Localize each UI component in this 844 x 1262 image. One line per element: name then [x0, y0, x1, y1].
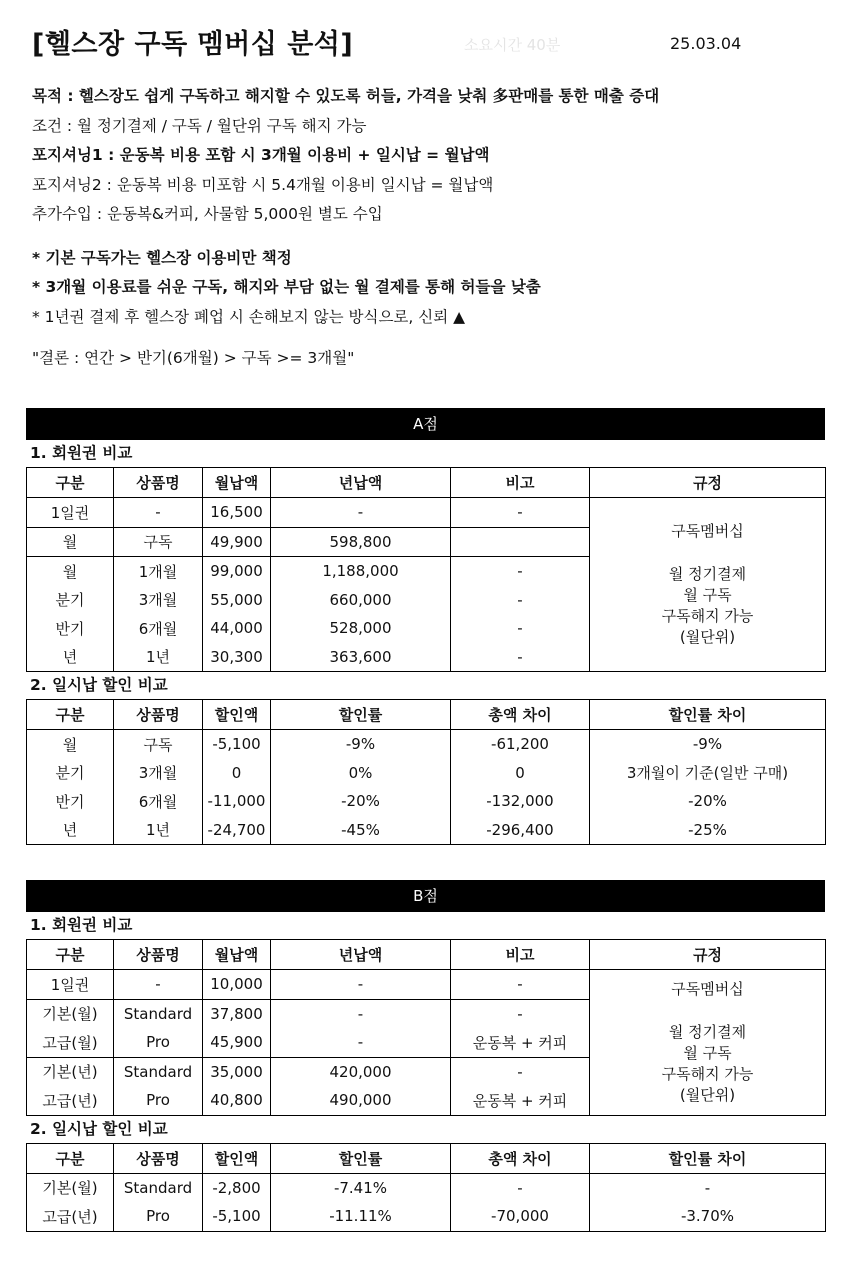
table-cell: - [451, 1173, 590, 1202]
table-cell: -20% [590, 787, 826, 816]
table-cell: 10,000 [203, 970, 271, 1000]
table-cell: Standard [114, 1057, 203, 1086]
rule-cancel: 구독해지 가능 [661, 607, 754, 625]
table-cell: - [451, 586, 590, 615]
header-cell: 상품명 [114, 468, 203, 498]
table-cell: 0% [271, 759, 451, 788]
table-cell: Standard [114, 1173, 203, 1202]
header-cell: 규정 [590, 468, 826, 498]
table-cell: -296,400 [451, 816, 590, 845]
table-cell: 구독 [114, 730, 203, 759]
note3-line: * 1년권 결제 후 헬스장 폐업 시 손해보지 않는 방식으로, 신뢰 ▲ [32, 307, 466, 326]
table-cell: - [451, 1057, 590, 1086]
table-cell: 3개월 [114, 586, 203, 615]
intro-section [32, 82, 822, 374]
table-cell: 1일권 [27, 498, 114, 528]
header-cell: 비고 [451, 468, 590, 498]
header-cell: 할인액 [203, 1143, 271, 1173]
table-cell: - [271, 1028, 451, 1057]
header-cell: 할인률 차이 [590, 1143, 826, 1173]
table-cell: - [451, 614, 590, 643]
header-cell: 규정 [590, 940, 826, 970]
extra-income-line: 추가수입 : 운동복&커피, 사물함 5,000원 별도 수입 [32, 205, 383, 223]
table-cell: 55,000 [203, 586, 271, 615]
header-cell: 상품명 [114, 700, 203, 730]
table-header-row [27, 700, 826, 730]
store-a-membership-table [26, 467, 826, 672]
table-row [27, 970, 826, 1000]
table-cell: 598,800 [271, 527, 451, 557]
table-cell: 1일권 [27, 970, 114, 1000]
store-b-membership-title: 1. 회원권 비교 [30, 916, 133, 934]
table-cell: - [590, 1173, 826, 1202]
rule-cancel: 구독해지 가능 [661, 1064, 754, 1083]
table-cell: Pro [114, 1086, 203, 1115]
table-cell: Standard [114, 999, 203, 1028]
table-cell: 45,900 [203, 1028, 271, 1057]
table-cell: 30,300 [203, 643, 271, 672]
table-cell: 1년 [114, 816, 203, 845]
table-cell: 분기 [27, 586, 114, 615]
table-cell: 528,000 [271, 614, 451, 643]
header-cell: 할인률 차이 [590, 700, 826, 730]
table-row [27, 787, 826, 816]
table-cell: 49,900 [203, 527, 271, 557]
table-cell: 35,000 [203, 1057, 271, 1086]
table-cell: Pro [114, 1202, 203, 1231]
table-header-row [27, 940, 826, 970]
table-cell: 운동복 + 커피 [451, 1028, 590, 1057]
rule-monthly-subscription: 월 구독 [683, 586, 732, 604]
table-cell: 기본(년) [27, 1057, 114, 1086]
table-cell: 고급(년) [27, 1086, 114, 1115]
table-cell: -9% [271, 730, 451, 759]
table-cell: 363,600 [271, 643, 451, 672]
table-cell: 660,000 [271, 586, 451, 615]
table-cell: -2,800 [203, 1173, 271, 1202]
duration-label: 소요시간 40분 [464, 36, 561, 54]
table-cell: 분기 [27, 759, 114, 788]
store-b-membership-table [26, 939, 826, 1116]
document-date: 25.03.04 [670, 34, 742, 53]
table-cell: -5,100 [203, 1202, 271, 1231]
conclusion-line: "결론 : 연간 > 반기(6개월) > 구독 >= 3개월" [32, 349, 355, 367]
table-cell: 기본(월) [27, 1173, 114, 1202]
table-cell: -11,000 [203, 787, 271, 816]
header-cell: 상품명 [114, 940, 203, 970]
store-b-banner: B점 [26, 880, 825, 912]
table-cell: 고급(년) [27, 1202, 114, 1231]
positioning1-line: 포지셔닝1 : 운동복 비용 포함 시 3개월 이용비 + 일시납 = 월납액 [32, 146, 490, 164]
table-cell: -3.70% [590, 1202, 826, 1231]
header-cell: 비고 [451, 940, 590, 970]
store-a-discount-table [26, 699, 826, 845]
table-cell: -45% [271, 816, 451, 845]
table-cell: 1개월 [114, 557, 203, 586]
table-cell: -5,100 [203, 730, 271, 759]
table-row [27, 730, 826, 759]
table-cell: - [451, 557, 590, 586]
rule-membership: 구독멤버십 [671, 979, 744, 998]
condition-line: 조건 : 월 정기결제 / 구독 / 월단위 구독 해지 가능 [32, 116, 367, 135]
table-cell: 6개월 [114, 787, 203, 816]
rule-monthly-unit: (월단위) [679, 1085, 736, 1104]
store-a-section [26, 408, 825, 845]
table-cell: 99,000 [203, 557, 271, 586]
table-cell: 반기 [27, 787, 114, 816]
table-row [27, 759, 826, 788]
table-cell: 운동복 + 커피 [451, 1086, 590, 1115]
table-cell: 490,000 [271, 1086, 451, 1115]
table-cell: -25% [590, 816, 826, 845]
table-cell: -11.11% [271, 1202, 451, 1231]
table-cell: 반기 [27, 614, 114, 643]
table-cell: 월 [27, 527, 114, 557]
table-cell: 월 [27, 730, 114, 759]
table-cell: -70,000 [451, 1202, 590, 1231]
table-cell: -132,000 [451, 787, 590, 816]
header-cell: 할인액 [203, 700, 271, 730]
table-cell: - [271, 970, 451, 1000]
table-header-row [27, 468, 826, 498]
note2-line: * 3개월 이용료를 쉬운 구독, 해지와 부담 없는 월 결제를 통해 허들을 낮춤 [32, 278, 541, 296]
table-cell: 44,000 [203, 614, 271, 643]
note1-line: * 기본 구독가는 헬스장 이용비만 책정 [32, 248, 292, 267]
table-row [27, 816, 826, 845]
purpose-line: 목적 : 헬스장도 쉽게 구독하고 해지할 수 있도록 허들, 가격을 낮춰 多판매를 통한 매출 증대 [32, 87, 660, 105]
table-cell [451, 527, 590, 557]
table-cell: - [451, 999, 590, 1028]
store-b-discount-title: 2. 일시납 할인 비교 [30, 1119, 168, 1138]
table-row [27, 498, 826, 528]
document-header [32, 22, 812, 62]
rule-monthly-subscription: 월 구독 [683, 1043, 732, 1062]
table-header-row [27, 1143, 826, 1173]
table-cell: -24,700 [203, 816, 271, 845]
table-cell: 0 [451, 759, 590, 788]
table-cell: 1,188,000 [271, 557, 451, 586]
header-cell: 년납액 [271, 940, 451, 970]
table-cell: 구독 [114, 527, 203, 557]
table-cell: 기본(월) [27, 999, 114, 1028]
table-cell: 3개월이 기준(일반 구매) [590, 759, 826, 788]
table-cell: 년 [27, 816, 114, 845]
rule-monthly-billing: 월 정기결제 [668, 1022, 747, 1041]
rule-membership: 구독멤버십 [671, 522, 744, 540]
header-cell: 년납액 [271, 468, 451, 498]
header-cell: 구분 [27, 700, 114, 730]
table-cell: 년 [27, 643, 114, 672]
table-cell: -20% [271, 787, 451, 816]
rule-monthly-billing: 월 정기결제 [668, 565, 747, 583]
table-cell: 0 [203, 759, 271, 788]
header-cell: 할인률 [271, 1143, 451, 1173]
table-row [27, 1202, 826, 1231]
store-a-membership-title: 1. 회원권 비교 [30, 444, 133, 462]
header-cell: 총액 차이 [451, 1143, 590, 1173]
store-a-discount-title: 2. 일시납 할인 비교 [30, 676, 168, 694]
table-cell: -7.41% [271, 1173, 451, 1202]
table-cell: - [114, 498, 203, 528]
store-b-section [26, 880, 825, 1232]
header-cell: 총액 차이 [451, 700, 590, 730]
rule-cell [590, 498, 826, 672]
header-cell: 상품명 [114, 1143, 203, 1173]
table-cell: 37,800 [203, 999, 271, 1028]
table-row [27, 1173, 826, 1202]
table-cell: - [451, 970, 590, 1000]
table-cell: 고급(월) [27, 1028, 114, 1057]
table-cell: 3개월 [114, 759, 203, 788]
table-cell: - [271, 498, 451, 528]
table-cell: - [451, 498, 590, 528]
table-cell: 1년 [114, 643, 203, 672]
table-cell: 40,800 [203, 1086, 271, 1115]
table-cell: - [451, 643, 590, 672]
header-cell: 구분 [27, 940, 114, 970]
store-b-discount-table [26, 1143, 826, 1232]
table-cell: - [271, 999, 451, 1028]
store-a-banner: A점 [26, 408, 825, 440]
table-cell: 6개월 [114, 614, 203, 643]
table-cell: - [114, 970, 203, 1000]
rule-monthly-unit: (월단위) [679, 628, 736, 646]
table-cell: 420,000 [271, 1057, 451, 1086]
table-cell: -9% [590, 730, 826, 759]
positioning2-line: 포지셔닝2 : 운동복 비용 미포함 시 5.4개월 이용비 일시납 = 월납액 [32, 175, 494, 194]
header-cell: 월납액 [203, 468, 271, 498]
page-title: [헬스장 구독 멤버십 분석] [32, 29, 354, 60]
header-cell: 구분 [27, 1143, 114, 1173]
header-cell: 월납액 [203, 940, 271, 970]
table-cell: -61,200 [451, 730, 590, 759]
rule-cell [590, 970, 826, 1116]
table-cell: 월 [27, 557, 114, 586]
table-cell: Pro [114, 1028, 203, 1057]
header-cell: 구분 [27, 468, 114, 498]
table-cell: 16,500 [203, 498, 271, 528]
header-cell: 할인률 [271, 700, 451, 730]
